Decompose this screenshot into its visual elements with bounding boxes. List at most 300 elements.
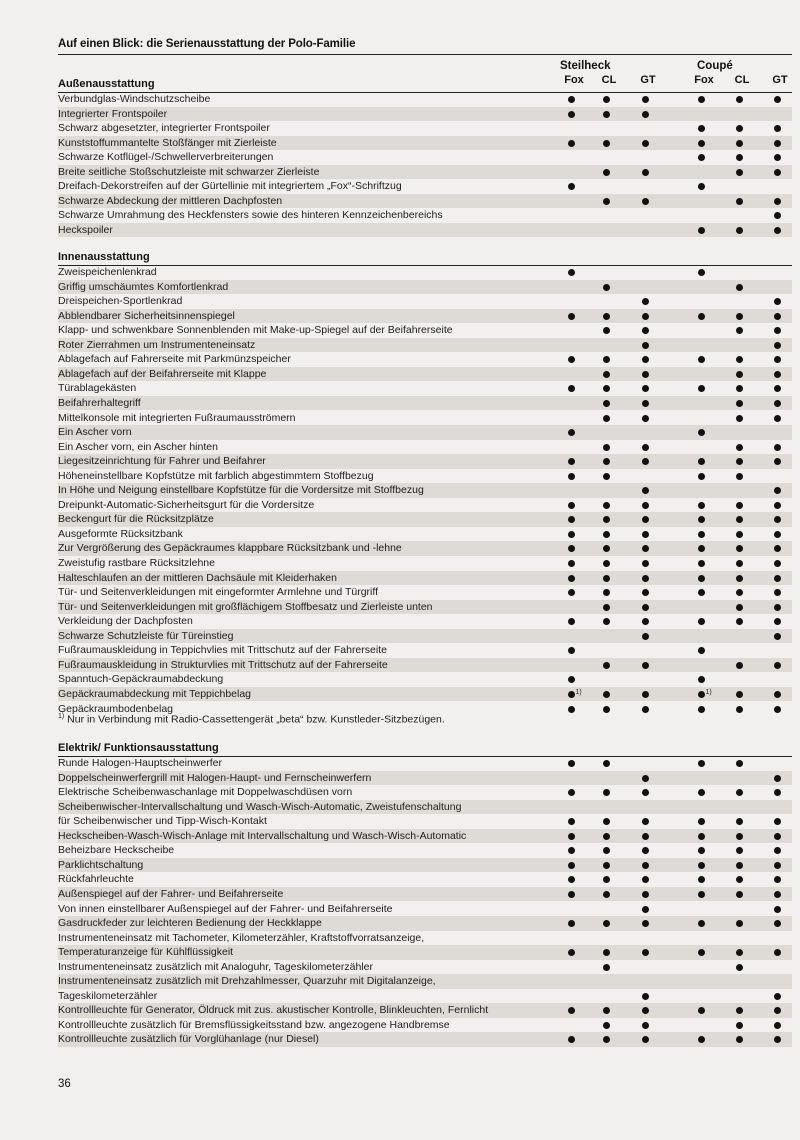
equipment-dot — [568, 949, 575, 956]
equipment-dot — [698, 789, 705, 796]
equipment-dot — [568, 676, 575, 683]
equipment-dot — [603, 473, 610, 480]
equipment-dot — [736, 154, 743, 161]
equipment-dot — [642, 633, 649, 640]
table-row — [58, 440, 792, 455]
equipment-dot — [774, 818, 781, 825]
equipment-dot — [642, 140, 649, 147]
table-row — [58, 672, 792, 687]
row-label: Heckspoiler — [58, 223, 113, 236]
equipment-dot — [568, 111, 575, 118]
equipment-dot — [698, 560, 705, 567]
equipment-dot — [698, 269, 705, 276]
equipment-dot — [774, 444, 781, 451]
table-row — [58, 989, 792, 1004]
equipment-dot — [774, 662, 781, 669]
row-label: Tür- und Seitenverkleidungen mit eingeformter Armlehne und Türgriff — [58, 586, 379, 599]
equipment-dot — [603, 560, 610, 567]
equipment-dot — [736, 760, 743, 767]
row-label: Klapp- und schwenkbare Sonnenblenden mit Make-up-Spiegel auf der Beifahrerseite — [58, 324, 453, 337]
table-row — [58, 498, 792, 513]
equipment-dot — [774, 1007, 781, 1014]
row-label: Ablagefach auf Fahrerseite mit Parkmünzspeicher — [58, 353, 291, 366]
equipment-dot — [568, 140, 575, 147]
equipment-dot — [603, 1022, 610, 1029]
equipment-dot — [642, 327, 649, 334]
equipment-dot — [736, 920, 743, 927]
equipment-dot — [774, 227, 781, 234]
equipment-dot — [568, 502, 575, 509]
row-label: Gepäckraumabdeckung mit Teppichbelag — [58, 687, 252, 700]
footnote-mark: 1) — [58, 713, 65, 720]
equipment-dot — [603, 589, 610, 596]
row-label: Tür- und Seitenverkleidungen mit großflächigem Stoffbesatz und Zierleiste unten — [58, 600, 433, 613]
equipment-dot — [568, 862, 575, 869]
table-row — [58, 556, 792, 571]
equipment-dot — [568, 589, 575, 596]
equipment-dot — [603, 327, 610, 334]
equipment-dot — [642, 415, 649, 422]
equipment-dot — [698, 647, 705, 654]
equipment-dot — [736, 531, 743, 538]
equipment-dot — [642, 545, 649, 552]
table-row — [58, 121, 792, 136]
table-row — [58, 323, 792, 338]
equipment-dot — [736, 589, 743, 596]
equipment-dot — [642, 993, 649, 1000]
equipment-dot — [568, 575, 575, 582]
equipment-dot — [774, 876, 781, 883]
table-row — [58, 585, 792, 600]
equipment-dot — [774, 415, 781, 422]
table-row — [58, 150, 792, 165]
footnote — [58, 713, 445, 726]
row-label: Dreifach-Dekorstreifen auf der Gürtellinie mit integriertem „Fox“-Schriftzug — [58, 180, 402, 193]
equipment-dot — [698, 545, 705, 552]
equipment-dot — [603, 818, 610, 825]
table-row — [58, 454, 792, 469]
equipment-dot — [698, 1036, 705, 1043]
row-label: Gasdruckfeder zur leichteren Bedienung der Heckklappe — [58, 917, 322, 930]
row-label: Fußraumauskleidung in Strukturvlies mit Trittschutz auf der Fahrerseite — [58, 658, 388, 671]
equipment-dot — [698, 183, 705, 190]
equipment-dot — [642, 385, 649, 392]
table-row — [58, 381, 792, 396]
equipment-dot — [774, 560, 781, 567]
equipment-dot — [642, 487, 649, 494]
equipment-dot — [642, 618, 649, 625]
equipment-dot — [736, 618, 743, 625]
table-row — [58, 352, 792, 367]
row-label: Zweistufig rastbare Rücksitzlehne — [58, 557, 215, 569]
row-label: Verkleidung der Dachpfosten — [58, 615, 193, 628]
equipment-dot — [774, 706, 781, 713]
equipment-dot — [774, 589, 781, 596]
equipment-dot — [698, 691, 705, 698]
row-label: Ein Ascher vorn — [58, 426, 132, 439]
equipment-dot — [736, 662, 743, 669]
column-header: CL — [601, 74, 617, 86]
equipment-dot — [736, 789, 743, 796]
equipment-dot — [698, 227, 705, 234]
equipment-dot — [642, 662, 649, 669]
equipment-dot — [642, 198, 649, 205]
group-header: Steilheck — [560, 60, 611, 72]
equipment-dot — [642, 818, 649, 825]
equipment-dot — [774, 96, 781, 103]
equipment-dot — [642, 400, 649, 407]
equipment-dot — [736, 575, 743, 582]
equipment-dot — [603, 458, 610, 465]
equipment-dot — [736, 284, 743, 291]
table-row — [58, 1003, 792, 1018]
equipment-dot — [568, 313, 575, 320]
equipment-dot — [603, 1007, 610, 1014]
row-label: Fußraumauskleidung in Teppichvlies mit Trittschutz auf der Fahrerseite — [58, 644, 387, 657]
equipment-dot — [774, 920, 781, 927]
table-row — [58, 425, 792, 440]
equipment-dot — [774, 516, 781, 523]
row-label: Verbundglas-Windschutzscheibe — [58, 93, 211, 105]
equipment-dot — [698, 575, 705, 582]
equipment-dot — [568, 891, 575, 898]
equipment-dot — [774, 531, 781, 538]
equipment-dot — [642, 1007, 649, 1014]
row-label: für Scheibenwischer und Tipp-Wisch-Kontakt — [58, 815, 267, 828]
equipment-dot — [603, 662, 610, 669]
equipment-dot — [642, 775, 649, 782]
equipment-dot — [603, 111, 610, 118]
equipment-dot — [774, 154, 781, 161]
table-row — [58, 785, 792, 800]
equipment-dot — [642, 1036, 649, 1043]
equipment-dot — [736, 560, 743, 567]
equipment-dot — [568, 618, 575, 625]
equipment-dot — [774, 356, 781, 363]
section-heading: Außenausstattung — [58, 77, 792, 93]
equipment-dot — [603, 371, 610, 378]
equipment-dot — [642, 502, 649, 509]
equipment-dot — [774, 313, 781, 320]
row-label: Liegesitzeinrichtung für Fahrer und Beifahrer — [58, 455, 266, 468]
equipment-dot — [642, 604, 649, 611]
equipment-dot — [698, 502, 705, 509]
equipment-dot — [736, 96, 743, 103]
table-row — [58, 600, 792, 615]
equipment-dot — [603, 96, 610, 103]
equipment-dot — [568, 833, 575, 840]
table-row — [58, 800, 792, 815]
equipment-dot — [603, 385, 610, 392]
row-label: Schwarze Kotflügel-/Schwellerverbreiterungen — [58, 151, 274, 164]
equipment-dot — [603, 618, 610, 625]
row-label: Höheneinstellbare Kopfstütze mit farblich abgestimmtem Stoffbezug — [58, 469, 374, 482]
equipment-dot — [603, 575, 610, 582]
table-row — [58, 945, 792, 960]
equipment-dot — [698, 516, 705, 523]
equipment-dot — [568, 96, 575, 103]
equipment-dot — [698, 96, 705, 103]
column-header: CL — [734, 74, 750, 86]
equipment-dot — [774, 458, 781, 465]
equipment-dot — [736, 415, 743, 422]
equipment-dot — [603, 356, 610, 363]
table-row — [58, 902, 792, 917]
equipment-dot — [642, 949, 649, 956]
table-row — [58, 1018, 792, 1033]
group-header: Coupé — [697, 60, 733, 72]
equipment-dot — [642, 876, 649, 883]
row-label: Scheibenwischer-Intervallschaltung und Wasch-Wisch-Automatic, Zweistufenschaltung — [58, 800, 462, 813]
equipment-dot — [774, 862, 781, 869]
equipment-dot — [774, 1036, 781, 1043]
equipment-dot — [642, 342, 649, 349]
equipment-dot — [736, 169, 743, 176]
table-row — [58, 887, 792, 902]
equipment-dot — [774, 298, 781, 305]
row-label: Tageskilometerzähler — [58, 989, 158, 1002]
equipment-dot — [774, 891, 781, 898]
row-label: Kontrollleuchte für Generator, Öldruck mit zus. akustischer Kontrolle, Blinkleuchten, Fernlicht — [58, 1004, 489, 1017]
table-row — [58, 294, 792, 309]
equipment-dot — [774, 140, 781, 147]
equipment-dot — [642, 111, 649, 118]
equipment-dot — [736, 400, 743, 407]
equipment-dot — [698, 154, 705, 161]
row-label: Heckscheiben-Wasch-Wisch-Anlage mit Intervallschaltung und Wasch-Wisch-Automatic — [58, 829, 467, 842]
row-label: Breite seitliche Stoßschutzleiste mit schwarzer Zierleiste — [58, 165, 320, 178]
equipment-dot — [603, 876, 610, 883]
equipment-dot — [698, 1007, 705, 1014]
table-row — [58, 872, 792, 887]
equipment-dot — [568, 269, 575, 276]
equipment-dot — [774, 212, 781, 219]
title-rule — [58, 54, 792, 55]
equipment-dot — [603, 284, 610, 291]
equipment-dot — [642, 356, 649, 363]
equipment-dot — [736, 545, 743, 552]
equipment-dot — [698, 949, 705, 956]
equipment-dot — [642, 691, 649, 698]
row-label: Spanntuch-Gepäckraumabdeckung — [58, 673, 224, 686]
row-label: Beifahrerhaltegriff — [58, 396, 141, 409]
equipment-dot — [774, 789, 781, 796]
table-row — [58, 916, 792, 931]
equipment-dot — [774, 575, 781, 582]
row-label: In Höhe und Neigung einstellbare Kopfstütze für die Vordersitze mit Stoffbezug — [58, 484, 424, 497]
equipment-dot — [642, 706, 649, 713]
equipment-dot — [603, 691, 610, 698]
equipment-dot — [603, 140, 610, 147]
equipment-dot — [736, 502, 743, 509]
row-label: Runde Halogen-Hauptscheinwerfer — [58, 757, 223, 769]
table-row — [58, 411, 792, 426]
equipment-dot — [774, 775, 781, 782]
equipment-dot — [774, 169, 781, 176]
equipment-dot — [603, 760, 610, 767]
row-label: Doppelscheinwerfergrill mit Halogen-Haupt- und Fernscheinwerfern — [58, 771, 372, 784]
row-label: Instrumenteneinsatz mit Tachometer, Kilometerzähler, Kraftstoffvorratsanzeige, — [58, 931, 425, 944]
table-row — [58, 960, 792, 975]
equipment-dot — [603, 545, 610, 552]
row-label: Griffig umschäumtes Komfortlenkrad — [58, 280, 229, 293]
equipment-dot — [568, 818, 575, 825]
row-label: Kontrollleuchte zusätzlich für Bremsflüssigkeitsstand bzw. angezogene Handbremse — [58, 1018, 450, 1031]
equipment-dot — [698, 876, 705, 883]
equipment-dot — [698, 760, 705, 767]
equipment-dot — [736, 473, 743, 480]
table-row — [58, 367, 792, 382]
row-label: Mittelkonsole mit integrierten Fußraumausströmern — [58, 411, 296, 424]
equipment-dot — [568, 706, 575, 713]
equipment-dot — [698, 862, 705, 869]
equipment-dot — [774, 1022, 781, 1029]
table-row — [58, 687, 792, 702]
equipment-dot — [774, 604, 781, 611]
table-row — [58, 829, 792, 844]
table-row — [58, 92, 792, 107]
equipment-dot — [568, 385, 575, 392]
equipment-dot — [736, 1007, 743, 1014]
equipment-dot — [774, 327, 781, 334]
table-row — [58, 165, 792, 180]
equipment-dot — [698, 385, 705, 392]
table-row — [58, 512, 792, 527]
equipment-dot — [568, 356, 575, 363]
row-label: Beckengurt für die Rücksitzplätze — [58, 513, 214, 526]
table-row — [58, 571, 792, 586]
table-row — [58, 814, 792, 829]
equipment-dot — [642, 531, 649, 538]
row-label: Türablagekästen — [58, 382, 137, 395]
row-label: Halteschlaufen an der mittleren Dachsäule mit Kleiderhaken — [58, 571, 337, 584]
table-row — [58, 527, 792, 542]
table-row — [58, 223, 792, 238]
equipment-dot — [698, 313, 705, 320]
equipment-dot — [774, 502, 781, 509]
table-row — [58, 194, 792, 209]
equipment-dot — [642, 458, 649, 465]
row-label: Integrierter Frontspoiler — [58, 107, 168, 120]
equipment-dot — [736, 891, 743, 898]
equipment-dot — [736, 198, 743, 205]
equipment-dot — [698, 589, 705, 596]
equipment-dot — [642, 906, 649, 913]
equipment-dot — [603, 920, 610, 927]
equipment-dot — [698, 618, 705, 625]
equipment-dot — [736, 140, 743, 147]
equipment-dot — [774, 400, 781, 407]
equipment-dot — [603, 1036, 610, 1043]
equipment-dot — [736, 847, 743, 854]
equipment-dot — [568, 545, 575, 552]
column-header: GT — [640, 74, 656, 86]
table-row — [58, 658, 792, 673]
column-header: Fox — [694, 74, 714, 86]
equipment-dot — [698, 676, 705, 683]
equipment-dot — [568, 429, 575, 436]
equipment-dot — [603, 444, 610, 451]
equipment-dot — [698, 429, 705, 436]
table-row — [58, 107, 792, 122]
equipment-dot — [698, 833, 705, 840]
equipment-dot — [774, 691, 781, 698]
equipment-dot — [736, 706, 743, 713]
equipment-dot — [568, 458, 575, 465]
row-label: Ausgeformte Rücksitzbank — [58, 527, 183, 540]
equipment-dot — [736, 444, 743, 451]
equipment-dot — [774, 993, 781, 1000]
equipment-dot — [736, 818, 743, 825]
table-row — [58, 974, 792, 989]
equipment-dot — [568, 1036, 575, 1043]
equipment-dot — [736, 356, 743, 363]
row-label: Zweispeichenlenkrad — [58, 266, 157, 278]
equipment-dot — [774, 906, 781, 913]
equipment-dot — [774, 371, 781, 378]
equipment-dot — [603, 862, 610, 869]
column-header: Fox — [564, 74, 584, 86]
equipment-dot — [642, 516, 649, 523]
equipment-dot — [642, 313, 649, 320]
row-label: Dreipunkt-Automatic-Sicherheitsgurt für die Vordersitze — [58, 498, 315, 511]
equipment-dot — [568, 647, 575, 654]
equipment-dot — [774, 125, 781, 132]
equipment-dot — [736, 691, 743, 698]
equipment-dot — [568, 876, 575, 883]
row-label: Parklichtschaltung — [58, 858, 144, 871]
equipment-dot — [642, 862, 649, 869]
table-row — [58, 614, 792, 629]
equipment-dot — [642, 371, 649, 378]
equipment-dot — [642, 920, 649, 927]
equipment-dot — [774, 198, 781, 205]
table-row — [58, 396, 792, 411]
equipment-dot — [568, 531, 575, 538]
table-row — [58, 179, 792, 194]
equipment-dot — [774, 487, 781, 494]
equipment-dot — [642, 96, 649, 103]
equipment-dot — [642, 169, 649, 176]
equipment-dot — [698, 140, 705, 147]
table-row — [58, 265, 792, 280]
row-label: Elektrische Scheibenwaschanlage mit Doppelwaschdüsen vorn — [58, 786, 353, 799]
table-row — [58, 756, 792, 771]
row-label: Kunststoffummantelte Stoßfänger mit Zierleiste — [58, 136, 277, 149]
table-row — [58, 843, 792, 858]
equipment-dot — [736, 371, 743, 378]
equipment-dot — [736, 876, 743, 883]
equipment-dot — [736, 458, 743, 465]
equipment-dot — [736, 227, 743, 234]
equipment-dot — [774, 633, 781, 640]
table-row — [58, 541, 792, 556]
equipment-dot — [698, 920, 705, 927]
row-label: Schwarze Schutzleiste für Türeinstieg — [58, 629, 234, 642]
page-number: 36 — [58, 1078, 71, 1090]
row-label: Außenspiegel auf der Fahrer- und Beifahrerseite — [58, 887, 284, 900]
equipment-dot — [642, 560, 649, 567]
equipment-dot — [603, 833, 610, 840]
equipment-dot — [698, 847, 705, 854]
row-label: Beheizbare Heckscheibe — [58, 844, 175, 857]
table-row — [58, 338, 792, 353]
page-title: Auf einen Blick: die Serienausstattung der Polo-Familie — [58, 38, 356, 50]
equipment-dot — [603, 169, 610, 176]
row-label: Ein Ascher vorn, ein Ascher hinten — [58, 440, 218, 453]
row-label: Schwarze Abdeckung der mittleren Dachpfosten — [58, 194, 283, 207]
row-label: Temperaturanzeige für Kühlflüssigkeit — [58, 946, 234, 959]
